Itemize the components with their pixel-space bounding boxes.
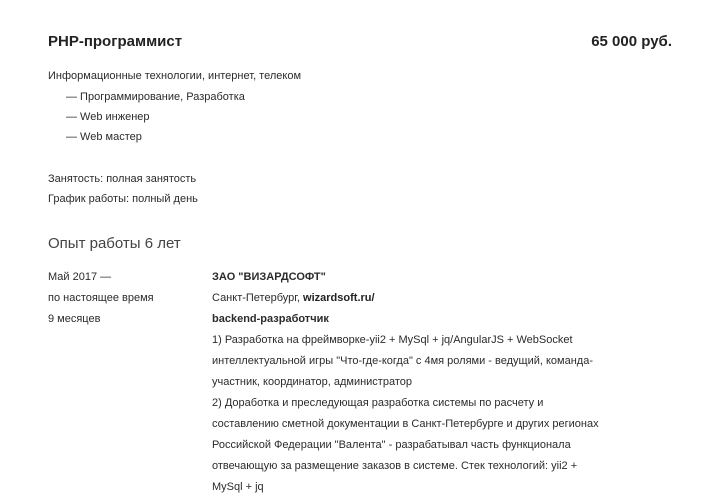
description-line: интеллектуальной игры "Что-где-когда" с 4мя ролями - ведущий, команда- [212, 355, 594, 367]
salary: 65 000 руб. [591, 33, 672, 50]
description-line: составлению сметной документации в Санкт-Петербурге и других регионах [212, 418, 599, 430]
specialization-list [66, 90, 245, 150]
period-end: по настоящее время [48, 292, 154, 304]
work-schedule: График работы: полный день [48, 193, 198, 205]
specialization-item: — Web инженер [66, 111, 150, 123]
experience-heading: Опыт работы 6 лет [48, 235, 181, 252]
specialization-item: — Web мастер [66, 131, 142, 143]
description-line: участник, координатор, администратор [212, 376, 412, 388]
company-name: ЗАО "ВИЗАРДСОФТ" [212, 271, 326, 283]
job-position: backend-разработчик [212, 313, 329, 325]
description-line: Российской Федерации "Валента" - разрабатывал часть функционала [212, 439, 571, 451]
job-description [212, 330, 672, 498]
specialization-item: — Программирование, Разработка [66, 91, 245, 103]
description-line: MySql + jq [212, 481, 264, 493]
description-line: 1) Разработка на фреймворке-yii2 + MySql + jq/AngularJS + WebSocket [212, 334, 573, 346]
company-location [212, 288, 672, 309]
conditions [48, 173, 198, 213]
industry: Информационные технологии, интернет, телеком [48, 70, 301, 82]
experience-entry [212, 267, 672, 498]
vacancy-title: PHP-программист [48, 33, 183, 50]
period-duration: 9 месяцев [48, 313, 101, 325]
description-line: 2) Доработка и преследующая разработка системы по расчету и [212, 397, 544, 409]
experience-period [48, 267, 208, 330]
period-start: Май 2017 — [48, 271, 112, 283]
employment-type: Занятость: полная занятость [48, 173, 197, 185]
company-site-link[interactable]: wizardsoft.ru/ [303, 292, 375, 304]
company-city: Санкт-Петербург, [212, 292, 300, 304]
description-line: отвечающую за размещение заказов в системе. Стек технологий: yii2 + [212, 460, 578, 472]
